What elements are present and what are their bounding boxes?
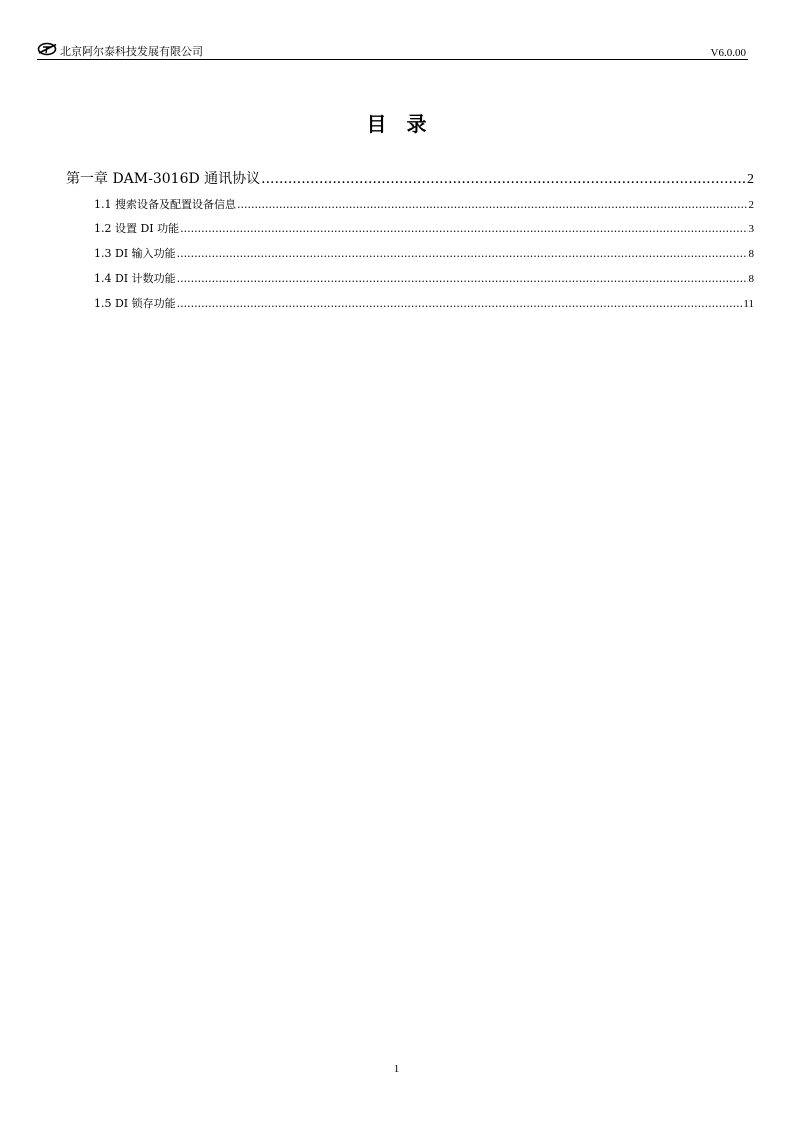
toc-entry-page: 2 — [748, 199, 754, 211]
toc-entry-label: 1.4 DI 计数功能 — [94, 272, 176, 285]
toc-entry-1-2[interactable] — [94, 222, 754, 236]
toc-dot-leader — [177, 272, 748, 286]
toc-entry-1-1[interactable] — [94, 198, 754, 212]
toc-entry-1-4[interactable] — [94, 272, 754, 286]
toc-entry-label: 1.5 DI 锁存功能 — [94, 297, 176, 310]
document-version: V6.0.00 — [710, 47, 746, 59]
toc-dot-leader — [261, 171, 746, 188]
page-number: 1 — [393, 1063, 400, 1075]
toc-entry-page: 8 — [748, 273, 754, 285]
page-header — [37, 41, 748, 60]
toc-entry-page: 3 — [748, 223, 754, 235]
toc-entry-1-3[interactable] — [94, 247, 754, 261]
toc-dot-leader — [237, 198, 748, 212]
toc-entry-page: 8 — [748, 248, 754, 260]
toc-entry-page: 2 — [747, 172, 754, 187]
toc-entry-label: 1.1 搜索设备及配置设备信息 — [94, 198, 236, 211]
toc-title: 目录 — [366, 112, 447, 136]
toc-entry-label: 1.3 DI 输入功能 — [94, 247, 176, 260]
toc-dot-leader — [177, 297, 743, 311]
art-logo-icon — [37, 42, 59, 56]
toc-entry-label: 1.2 设置 DI 功能 — [94, 222, 180, 235]
company-name: 北京阿尔泰科技发展有限公司 — [60, 45, 203, 58]
toc-dot-leader — [177, 247, 748, 261]
toc-dot-leader — [180, 222, 747, 236]
toc-entry-chapter-1[interactable] — [66, 171, 754, 188]
toc-entry-label: 第一章 DAM-3016D 通讯协议 — [66, 171, 261, 187]
toc-entry-page: 11 — [743, 298, 754, 310]
toc-entry-1-5[interactable] — [94, 297, 754, 311]
